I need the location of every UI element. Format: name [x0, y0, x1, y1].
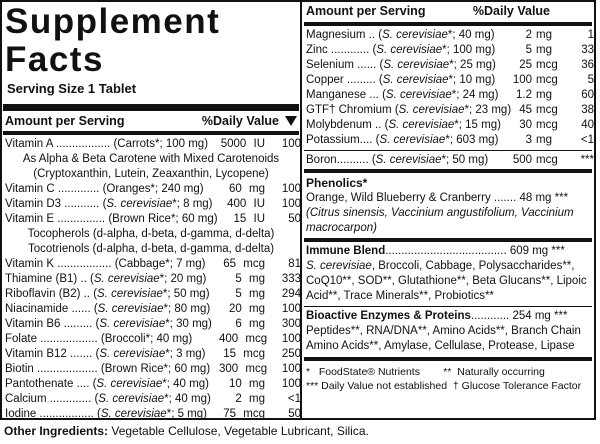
nutrient-amount: 2 — [525, 29, 532, 41]
nutrient-row — [5, 332, 301, 347]
nutrient-name: Vitamin B6 ......... (S. cerevisiae*; 30 mg) — [5, 318, 212, 330]
nutrient-dv: 100 — [281, 198, 301, 210]
nutrient-dv: 100 — [281, 378, 301, 390]
nutrient-name: Copper ......... (S. cerevisiae*; 10 mg) — [306, 74, 496, 86]
nutrient-amount: 20 mg — [229, 303, 265, 315]
nutrient-name: Vitamin E ............... (Brown Rice*; 60 mg) — [5, 213, 218, 225]
nutrient-row — [5, 137, 301, 152]
nutrient-dv: <1 — [580, 134, 594, 146]
nutrient-row — [306, 43, 594, 58]
nutrient-amount: 6 mg — [235, 318, 265, 330]
nutrient-unit: mcg — [536, 104, 558, 116]
nutrient-dv: 100 — [281, 183, 301, 195]
nutrient-unit: mcg — [536, 59, 558, 71]
nutrient-dv: 50 — [288, 408, 301, 420]
nutrient-row — [306, 153, 594, 168]
nutrient-row — [306, 103, 594, 118]
nutrient-amount: 10 mg — [229, 378, 265, 390]
nutrient-row — [5, 287, 301, 302]
nutrient-name: Vitamin B12 ....... (S. cerevisiae*; 3 mg) — [5, 348, 206, 360]
nutrient-amount: 5 mg — [235, 273, 265, 285]
nutrient-unit: mg — [536, 89, 552, 101]
right-header — [304, 0, 592, 22]
phenolics-title: Phenolics* — [306, 176, 368, 190]
nutrient-name: Calcium ............. (S. cerevisiae*; 40 mg) — [5, 393, 211, 405]
thick-rule — [3, 104, 299, 111]
other-ingredients-text: Vegetable Cellulose, Vegetable Lubricant, Silica. — [108, 424, 369, 438]
nutrient-dv: <1 — [287, 393, 301, 405]
nutrient-name: Selenium ...... (S. cerevisiae*; 25 mg) — [306, 59, 496, 71]
nutrient-amount: 5 — [525, 44, 532, 56]
nutrient-note: As Alpha & Beta Carotene with Mixed Carotenoids — [22, 153, 280, 165]
right-column — [304, 0, 592, 393]
right-nutrient-list — [304, 26, 592, 148]
footnote-line: * FoodState® Nutrients ** Naturally occurring — [306, 366, 545, 378]
nutrient-dv: 5 — [587, 74, 594, 86]
nutrient-amount: 65 mcg — [223, 258, 265, 270]
nutrient-name: GTF† Chromium (S. cerevisiae*; 23 mg) — [306, 104, 512, 116]
nutrient-name: Molybdenum .. (S. cerevisiae*; 15 mg) — [306, 119, 501, 131]
other-ingredients-label: Other Ingredients: — [4, 424, 109, 438]
nutrient-amount: 25 — [519, 59, 532, 71]
nutrient-name: Biotin ................... (Brown Rice*; 60 mg) — [5, 363, 211, 375]
nutrient-row — [5, 377, 301, 392]
nutrient-amount: 100 — [512, 74, 532, 86]
nutrient-row — [306, 133, 594, 148]
nutrient-name: Manganese ... (S. cerevisiae*; 24 mg) — [306, 89, 499, 101]
nutrient-dv: 300 — [281, 318, 301, 330]
nutrient-amount: 3 — [525, 134, 532, 146]
nutrient-name: Potassium.... (S. cerevisiae*; 603 mg) — [306, 134, 499, 146]
nutrient-dv: 1 — [587, 29, 594, 41]
enzymes-line: Bioactive Enzymes & Proteins............ 254 mg *** — [306, 310, 568, 322]
nutrient-row — [5, 362, 301, 377]
nutrient-row — [5, 182, 301, 197]
nutrient-dv: 81 — [288, 258, 301, 270]
nutrient-amount: 15 IU — [233, 213, 265, 225]
boron-row — [304, 151, 592, 169]
nutrient-amount: 45 — [519, 104, 532, 116]
nutrient-note: (Cryptoxanthin, Lutein, Zeaxanthin, Lycopene) — [33, 168, 269, 180]
left-header — [3, 111, 299, 131]
nutrient-dv: 100 — [281, 333, 301, 345]
nutrient-amount: 5000 IU — [220, 138, 265, 150]
nutrient-row — [5, 347, 301, 362]
nutrient-dv: *** — [580, 154, 594, 166]
enzymes-ingredients: Peptides**, RNA/DNA**, Amino Acids**, Branch Chain Amino Acids**, Amylase, Cellulase, Protease, Lipase — [306, 325, 581, 352]
phenolics-line: Orange, Wild Blueberry & Cranberry ....... 48 mg *** — [306, 192, 569, 204]
nutrient-unit: mg — [536, 134, 552, 146]
nutrient-amount: 60 mg — [229, 183, 265, 195]
immune-blend-block — [304, 242, 592, 304]
footnote-line: *** Daily Value not established † Glucose Tolerance Factor — [306, 380, 582, 392]
nutrient-name: Magnesium .. (S. cerevisiae*; 40 mg) — [306, 29, 495, 41]
nutrient-amount: 300 mcg — [219, 363, 268, 375]
nutrient-amount: 75 mcg — [223, 408, 265, 420]
phenolics-source: (Citrus sinensis, Vaccinium angustifolium, Vaccinium — [306, 207, 574, 219]
amount-per-serving-label: Amount per Serving — [306, 4, 426, 18]
nutrient-dv: 294 — [281, 288, 301, 300]
nutrient-amount: 30 — [519, 119, 532, 131]
nutrient-amount: 400 mcg — [219, 333, 268, 345]
nutrient-dv: 60 — [581, 89, 594, 101]
nutrient-row — [5, 197, 301, 212]
nutrient-unit: mcg — [536, 74, 558, 86]
nutrient-name: Vitamin K ................. (Cabbage*; 7 mg) — [5, 258, 206, 270]
nutrient-dv: 100 — [281, 363, 301, 375]
nutrient-row — [306, 88, 594, 103]
nutrient-row — [5, 272, 301, 287]
nutrient-name: Riboflavin (B2) .. (S. cerevisiae*; 50 mg) — [5, 288, 210, 300]
nutrient-row — [5, 392, 301, 407]
daily-value-label: %Daily Value — [472, 4, 550, 18]
nutrient-dv: 36 — [581, 59, 594, 71]
nutrient-name: Thiamine (B1) .. (S. cerevisiae*; 20 mg) — [5, 273, 207, 285]
phenolics-source-2: macrocarpon) — [306, 222, 377, 234]
nutrient-note: Tocotrienols (d-alpha, d-beta, d-gamma, d-delta) — [27, 243, 275, 255]
other-ingredients — [4, 424, 369, 438]
nutrient-name: Pantothenate .... (S. cerevisiae*; 40 mg) — [5, 378, 209, 390]
nutrient-dv: 100 — [281, 138, 301, 150]
nutrient-dv: 333 — [281, 273, 301, 285]
left-nutrient-list — [3, 135, 299, 422]
left-column — [3, 0, 299, 422]
nutrient-row — [5, 257, 301, 272]
nutrient-name: Iodine ................. (S. cerevisiae*; 5 mg) — [5, 408, 207, 420]
nutrient-name: Folate .................. (Broccoli*; 40 mg) — [5, 333, 193, 345]
nutrient-row — [5, 407, 301, 422]
nutrient-unit: mcg — [536, 154, 558, 166]
nutrient-row — [5, 317, 301, 332]
nutrient-name: Boron.......... (S. cerevisiae*; 50 mg) — [306, 154, 489, 166]
serving-size: Serving Size 1 Tablet — [7, 81, 137, 96]
nutrient-dv: 100 — [281, 303, 301, 315]
nutrient-row — [5, 212, 301, 227]
nutrient-amount: 1.2 — [516, 89, 532, 101]
enzymes-block — [304, 307, 592, 354]
nutrient-amount: 500 — [512, 154, 532, 166]
nutrient-amount: 400 IU — [227, 198, 265, 210]
nutrient-name: Vitamin C ............. (Oranges*; 240 mg) — [5, 183, 204, 195]
nutrient-row — [306, 58, 594, 73]
amount-per-serving-label: Amount per Serving — [5, 114, 125, 128]
nutrient-amount: 5 mg — [235, 288, 265, 300]
nutrient-dv: 250 — [281, 348, 301, 360]
nutrient-unit: mcg — [536, 119, 558, 131]
triangle-down-icon — [285, 116, 297, 126]
nutrient-name: Niacinamide ...... (S. cerevisiae*; 80 mg) — [5, 303, 211, 315]
nutrient-row — [5, 302, 301, 317]
immune-blend-ingredients: S. cerevisiae, Broccoli, Cabbage, Polysaccharides**, CoQ10**, SOD**, Glutathione**, Beta Glucans**, Lipoic Acid**, Trace Minerals**, Probiotics** — [306, 260, 587, 302]
phenolics-block — [304, 173, 592, 236]
daily-value-label: %Daily Value — [201, 114, 279, 128]
nutrient-name: Vitamin A ................. (Carrots*; 100 mg) — [5, 138, 209, 150]
nutrient-dv: 38 — [581, 104, 594, 116]
immune-blend-line: Immune Blend...................................... 609 mg *** — [306, 245, 565, 257]
nutrient-amount: 2 mg — [235, 393, 265, 405]
nutrient-name: Vitamin D3 ........... (S. cerevisiae*; 8 mg) — [5, 198, 213, 210]
footnotes — [304, 361, 592, 393]
nutrient-dv: 33 — [581, 44, 594, 56]
nutrient-unit: mg — [536, 44, 552, 56]
nutrient-row — [306, 73, 594, 88]
nutrient-row — [306, 118, 594, 133]
nutrient-amount: 15 mcg — [223, 348, 265, 360]
nutrient-unit: mg — [536, 29, 552, 41]
panel-title: Supplement Facts — [5, 2, 221, 79]
nutrient-row — [306, 28, 594, 43]
nutrient-note: Tocopherols (d-alpha, d-beta, d-gamma, d-delta) — [27, 228, 275, 240]
nutrient-name: Zinc ............ (S. cerevisiae*; 100 mg) — [306, 44, 496, 56]
nutrient-dv: 50 — [288, 213, 301, 225]
nutrient-dv: 40 — [581, 119, 594, 131]
